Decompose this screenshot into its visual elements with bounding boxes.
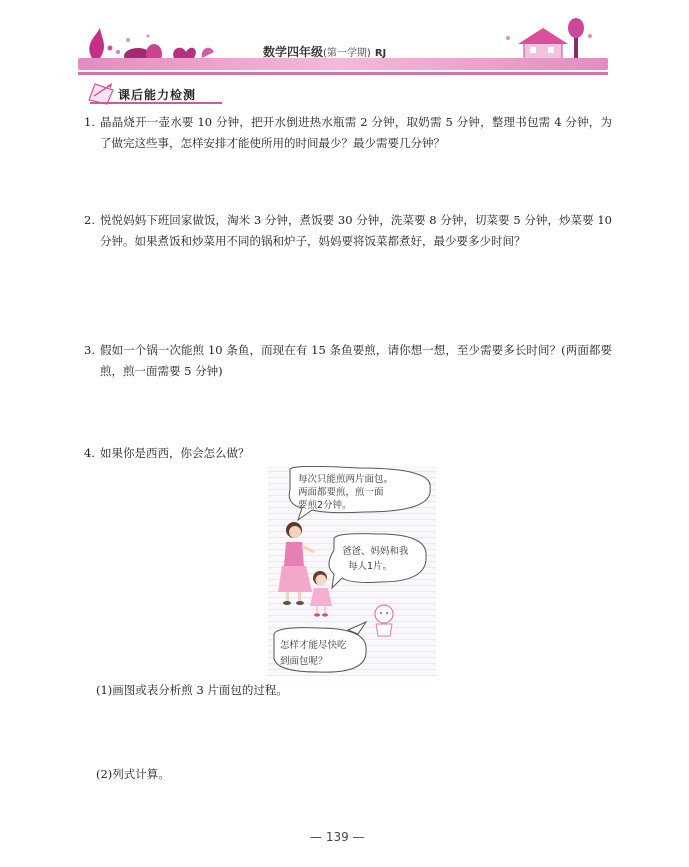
- question-number: 4.: [84, 446, 95, 460]
- question-text: 悦悦妈妈下班回家做饭，淘米 3 分钟，煮饭要 30 分钟，洗菜要 8 分钟，切菜要 5 分钟，炒菜要 10 分钟。如果煮饭和炒菜用不同的锅和炉子，妈妈要将饭菜都煮好，最少要多少时间？: [100, 213, 612, 248]
- speech-bubble-question: [274, 622, 366, 672]
- page-number: — 139 —: [310, 830, 365, 844]
- house-decoration-right: [506, 18, 592, 60]
- sub-question-1: (1)画图或表分析煎 3 片面包的过程。: [96, 683, 288, 697]
- book-term: (第一学期): [323, 48, 371, 59]
- question-number: 2.: [84, 213, 95, 227]
- question-1: [84, 112, 612, 154]
- question-number: 3.: [84, 343, 95, 357]
- question-number: 1.: [84, 115, 95, 129]
- bubble-question-line-2: 到面包呢？: [280, 656, 328, 667]
- section-underline: [90, 102, 222, 104]
- bubble-question-line-1: 怎样才能尽快吃: [280, 640, 347, 651]
- section-title: 课后能力检测: [118, 88, 197, 102]
- question-text: 如果你是西西，你会怎么做？: [100, 446, 250, 460]
- bubble-girl-line-2: 每人1片。: [348, 561, 393, 572]
- question-4: [84, 443, 612, 464]
- bubble-mother-line-1: 每次只能煎两片面包。: [298, 474, 394, 485]
- book-title: [263, 43, 386, 60]
- question-2: [84, 210, 612, 252]
- child-figure: [375, 605, 393, 636]
- bread-illustration: [268, 466, 436, 676]
- header-rule: [78, 72, 608, 75]
- bubble-mother-line-3: 要煎2分钟。: [298, 500, 352, 511]
- bubble-mother-line-2: 两面都要煎，煎一面: [298, 487, 384, 498]
- question-text: 假如一个锅一次能煎 10 条鱼，而现在有 15 条鱼要煎，请你想一想，至少需要多长时间？(两面都要煎，煎一面需要 5 分钟): [100, 343, 612, 378]
- question-text: 晶晶烧开一壶水要 10 分钟，把开水倒进热水瓶需 2 分钟，取奶需 5 分钟，整理书包需 4 分钟，为了做完这些事，怎样安排才能使所用的时间最少？最少需要几分钟？: [100, 115, 612, 150]
- question-3: [84, 340, 612, 382]
- book-edition: RJ: [374, 48, 387, 59]
- bubble-girl-line-1: 爸爸、妈妈和我: [342, 546, 409, 557]
- sub-question-2: (2)列式计算。: [96, 767, 170, 781]
- book-title-main: 数学四年级: [263, 45, 324, 59]
